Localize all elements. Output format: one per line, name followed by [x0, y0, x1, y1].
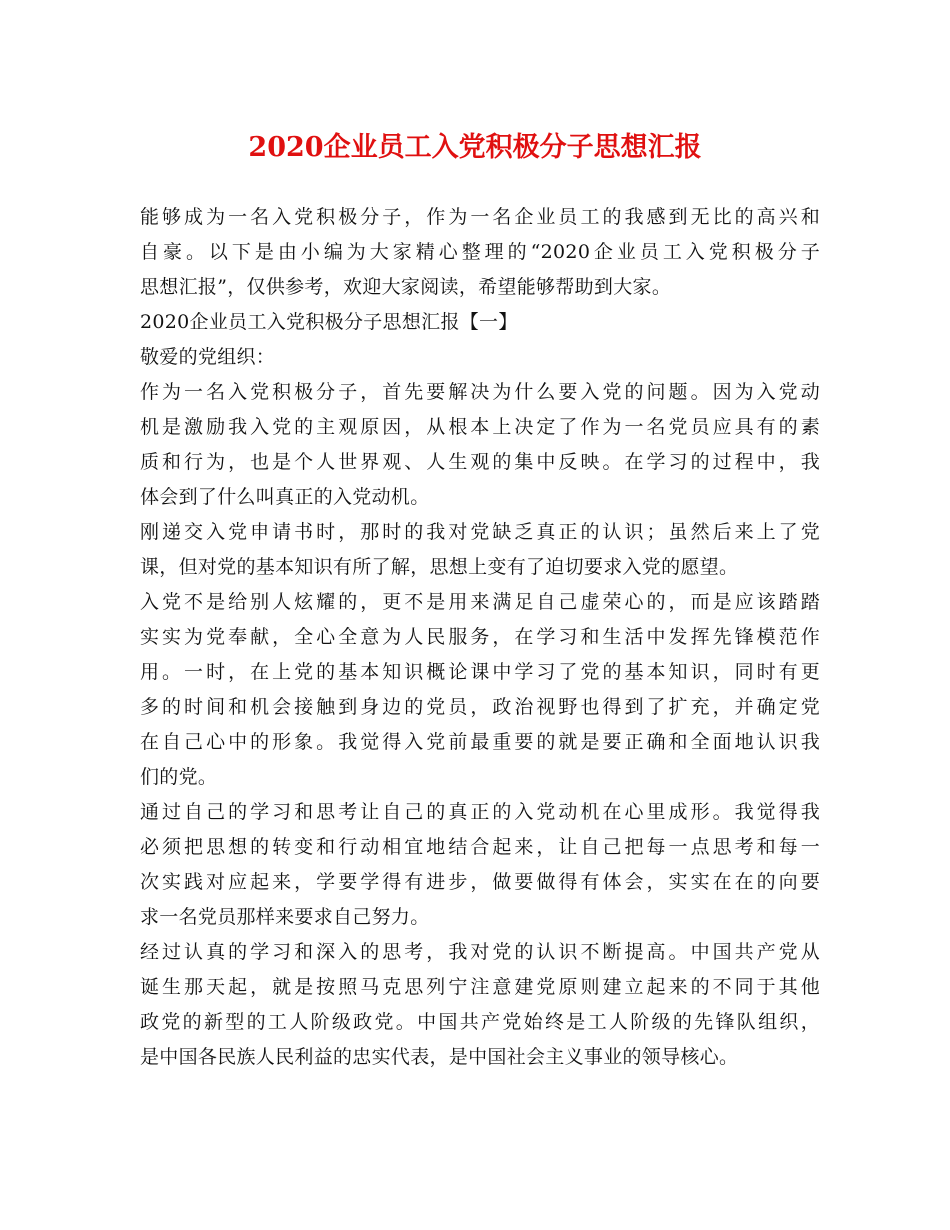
paragraph-line: 思想汇报”，仅供参考，欢迎大家阅读，希望能够帮助到大家。 [140, 276, 672, 298]
paragraph-line: 2020企业员工入党积极分子思想汇报【一】 [140, 311, 518, 333]
paragraph-line: 入党不是给别人炫耀的，更不是用来满足自己虚荣心的，而是应该踏踏 [140, 591, 820, 613]
paragraph-line: 政党的新型的工人阶级政党。中国共产党始终是工人阶级的先锋队组织， [140, 1011, 820, 1033]
paragraph-line: 实实为党奉献，全心全意为人民服务，在学习和生活中发挥先锋模范作 [140, 626, 820, 648]
paragraph-line: 诞生那天起，就是按照马克思列宁注意建党原则建立起来的不同于其他 [140, 976, 820, 998]
paragraph-line: 刚递交入党申请书时，那时的我对党缺乏真正的认识；虽然后来上了党 [140, 521, 820, 543]
paragraph-line: 作为一名入党积极分子，首先要解决为什么要入党的问题。因为入党动 [140, 381, 820, 403]
paragraph-line: 们的党。 [140, 766, 218, 788]
paragraph-line: 体会到了什么叫真正的入党动机。 [140, 486, 430, 508]
paragraph-line: 课，但对党的基本知识有所了解，思想上变有了迫切要求入党的愿望。 [140, 556, 739, 578]
paragraph-line: 多的时间和机会接触到身边的党员，政治视野也得到了扩充，并确定党 [140, 696, 820, 718]
paragraph-body [140, 375, 820, 515]
paragraph-line: 通过自己的学习和思考让自己的真正的入党动机在心里成形。我觉得我 [140, 801, 820, 823]
paragraph-line: 自豪。以下是由小编为大家精心整理的“2020企业员工入党积极分子 [140, 241, 820, 263]
paragraph-line: 机是激励我入党的主观原因，从根本上决定了作为一名党员应具有的素 [140, 416, 820, 438]
paragraph-body [140, 795, 820, 935]
paragraph-body [140, 935, 820, 1075]
paragraph-line: 次实践对应起来，学要学得有进步，做要做得有体会，实实在在的向要 [140, 871, 820, 893]
salutation [140, 340, 820, 375]
paragraph-line: 用。一时，在上党的基本知识概论课中学习了党的基本知识，同时有更 [140, 661, 820, 683]
paragraph-body [140, 585, 820, 795]
paragraph-line: 敬爱的党组织： [140, 346, 276, 368]
document-body [140, 200, 820, 1075]
paragraph-body [140, 515, 820, 585]
section-heading [140, 305, 820, 340]
paragraph-line: 质和行为，也是个人世界观、人生观的集中反映。在学习的过程中，我 [140, 451, 820, 473]
paragraph-line: 必须把思想的转变和行动相宜地结合起来，让自己把每一点思考和每一 [140, 836, 820, 858]
paragraph-line: 求一名党员那样来要求自己努力。 [140, 906, 430, 928]
paragraph-line: 能够成为一名入党积极分子，作为一名企业员工的我感到无比的高兴和 [140, 206, 820, 228]
paragraph-line: 是中国各民族人民利益的忠实代表，是中国社会主义事业的领导核心。 [140, 1046, 739, 1068]
document-title: 2020企业员工入党积极分子思想汇报 [248, 132, 702, 163]
paragraph-intro [140, 200, 820, 305]
paragraph-line: 经过认真的学习和深入的思考，我对党的认识不断提高。中国共产党从 [140, 941, 820, 963]
paragraph-line: 在自己心中的形象。我觉得入党前最重要的就是要正确和全面地认识我 [140, 731, 820, 753]
